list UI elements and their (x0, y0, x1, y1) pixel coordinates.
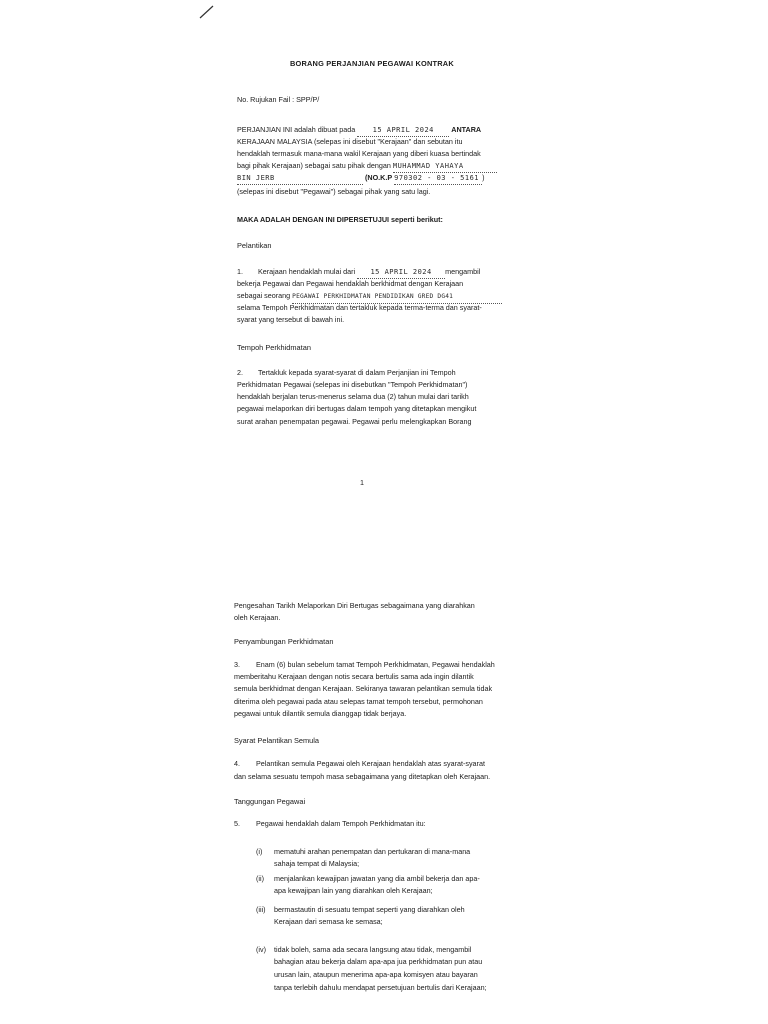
clause-line: bekerja Pegawai dan Pegawai hendaklah berkhidmat dengan Kerajaan (237, 279, 464, 288)
position-label: sebagai seorang (237, 291, 291, 300)
clause-line: surat arahan penempatan pegawai. Pegawai perlu melengkapkan Borang (237, 417, 472, 426)
list-item-number: (iii) (256, 905, 266, 914)
section-heading-syarat: Syarat Pelantikan Semula (234, 736, 320, 745)
clause-line: Tertakluk kepada syarat-syarat di dalam Perjanjian ini Tempoh (258, 368, 456, 377)
clause-line: Pegawai hendaklah dalam Tempoh Perkhidmatan itu: (256, 819, 426, 828)
start-date-post: mengambil (445, 267, 481, 276)
file-reference: No. Rujukan Fail : SPP/P/ (237, 95, 320, 104)
start-date-value: 15 APRIL 2024 (370, 268, 432, 276)
list-item-line: menjalankan kewajipan jawatan yang dia ambil bekerja dan apa- (274, 874, 480, 883)
clause-line: Pelantikan semula Pegawai oleh Kerajaan hendaklah atas syarat-syarat (256, 759, 485, 768)
list-item-number: (i) (256, 847, 263, 856)
ic-number-value: 970302 - 03 - 5161 (394, 174, 480, 182)
agreed-heading: MAKA ADALAH DENGAN INI DIPERSETUJUI seperti berikut: (237, 215, 443, 224)
list-item-line: sahaja tempat di Malaysia; (274, 859, 360, 868)
clause-number: 5. (234, 819, 240, 828)
list-item-number: (iv) (256, 945, 266, 954)
list-item-line: tanpa terlebih dahulu mendapat persetujuan bertulis dari Kerajaan; (274, 983, 487, 992)
clause-line: syarat yang tersebut di bawah ini. (237, 315, 345, 324)
start-date-label: Kerajaan hendaklah mulai dari (258, 267, 356, 276)
section-heading-tanggungan: Tanggungan Pegawai (234, 797, 306, 806)
list-item-line: tidak boleh, sama ada secara langsung atau tidak, mengambil (274, 945, 472, 954)
clause-line: pegawai untuk dilantik semula dianggap tidak berjaya. (234, 709, 407, 718)
clause-number: 1. (237, 267, 243, 276)
antara-label: ANTARA (451, 125, 482, 134)
document-title: BORANG PERJANJIAN PEGAWAI KONTRAK (290, 59, 454, 68)
list-item-number: (ii) (256, 874, 264, 883)
agreement-line: (selepas ini disebut "Pegawai") sebagai pihak yang satu lagi. (237, 187, 431, 196)
agreement-date-label: PERJANJIAN INI adalah dibuat pada (237, 125, 356, 134)
clause-line: semula berkhidmat dengan Kerajaan. Sekiranya tawaran pelantikan semula tidak (234, 684, 493, 693)
agreement-line: hendaklah termasuk mana-mana wakil Kerajaan yang diberi kuasa bertindak (237, 149, 481, 158)
employee-name-cont-value: BIN JERB (237, 174, 275, 182)
agreement-date-value: 15 APRIL 2024 (372, 126, 434, 134)
section-heading-tempoh: Tempoh Perkhidmatan (237, 343, 311, 352)
ic-close-paren: ) (482, 173, 485, 182)
list-item-line: bermastautin di sesuatu tempat seperti yang diarahkan oleh (274, 905, 465, 914)
list-item-line: mematuhi arahan penempatan dan pertukaran di mana-mana (274, 847, 471, 856)
list-item-line: Kerajaan dari semasa ke semasa; (274, 917, 383, 926)
party-label: bagi pihak Kerajaan) sebagai satu pihak dengan (237, 161, 391, 170)
list-item-line: urusan lain, ataupun menerima apa-apa komisyen atau bayaran (274, 970, 478, 979)
clause-line: selama Tempoh Perkhidmatan dan tertakluk kepada terma-terma dan syarat- (237, 303, 482, 312)
clause-line: Perkhidmatan Pegawai (selepas ini disebutkan "Tempoh Perkhidmatan") (237, 380, 468, 389)
section-heading-penyambungan: Penyambungan Perkhidmatan (234, 637, 334, 646)
section-heading-pelantikan: Pelantikan (237, 241, 272, 250)
position-value: PEGAWAI PERKHIDMATAN PENDIDIKAN GRED DG41 (292, 293, 454, 300)
list-item-line: apa kewajipan lain yang diarahkan oleh Kerajaan; (274, 886, 433, 895)
continuation-line: Pengesahan Tarikh Melaporkan Diri Bertugas sebagaimana yang diarahkan (234, 601, 475, 610)
clause-line: dan selama sesuatu tempoh masa sebagaimana yang ditetapkan oleh Kerajaan. (234, 772, 491, 781)
ic-number-label: (NO.K.P (365, 173, 393, 182)
clause-number: 2. (237, 368, 243, 377)
continuation-line: oleh Kerajaan. (234, 613, 281, 622)
agreement-line: KERAJAAN MALAYSIA (selepas ini disebut "Kerajaan" dan sebutan itu (237, 137, 463, 146)
list-item-line: bahagian atau bekerja dalam apa-apa jua perkhidmatan pun atau (274, 957, 483, 966)
clause-number: 4. (234, 759, 240, 768)
employee-name-value: MUHAMMAD YAHAYA (392, 162, 464, 170)
page-number: 1 (360, 478, 364, 487)
clause-line: diterima oleh pegawai pada atau selepas tamat tempoh tersebut, permohonan (234, 697, 483, 706)
clause-line: Enam (6) bulan sebelum tamat Tempoh Perkhidmatan, Pegawai hendaklah (256, 660, 495, 669)
clause-number: 3. (234, 660, 240, 669)
clause-line: hendaklah berjalan terus-menerus selama dua (2) tahun mulai dari tarikh (237, 392, 469, 401)
clause-line: pegawai melaporkan diri bertugas dalam tempoh yang ditetapkan mengikut (237, 404, 477, 413)
clause-line: memberitahu Kerajaan dengan notis secara bertulis sama ada ingin dilantik (234, 672, 474, 681)
